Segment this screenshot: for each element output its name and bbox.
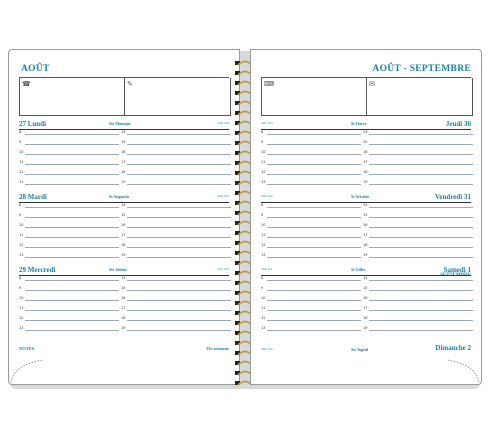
writing-line[interactable] (127, 280, 231, 281)
day-name: Dimanche 2 (435, 344, 471, 352)
writing-line[interactable] (127, 164, 231, 165)
writing-line[interactable] (267, 134, 361, 135)
writing-line[interactable] (25, 247, 119, 248)
writing-line[interactable] (127, 184, 231, 185)
hour-label: 15 (363, 286, 368, 290)
writing-line[interactable] (267, 217, 361, 218)
hour-label: 19 (363, 180, 368, 184)
writing-line[interactable] (369, 330, 473, 331)
hour-label: 19 (363, 253, 368, 257)
writing-line[interactable] (127, 227, 231, 228)
hour-label: 12 (19, 243, 24, 247)
writing-line[interactable] (127, 310, 231, 311)
mail-box (367, 78, 473, 116)
writing-line[interactable] (127, 290, 231, 291)
hour-label: 11 (261, 233, 266, 237)
left-page (8, 49, 240, 385)
hour-label: 11 (261, 306, 266, 310)
writing-line[interactable] (267, 330, 361, 331)
day-count: 245-120 (261, 347, 273, 351)
writing-line[interactable] (127, 174, 231, 175)
writing-line[interactable] (369, 174, 473, 175)
writing-line[interactable] (127, 217, 231, 218)
writing-line[interactable] (25, 290, 119, 291)
saint-name: St Fiacre (351, 121, 367, 126)
hour-label: 9 (261, 213, 264, 217)
writing-line[interactable] (267, 174, 361, 175)
writing-line[interactable] (267, 184, 361, 185)
hour-label: 9 (19, 286, 22, 290)
notes-label: NOTES (19, 346, 35, 351)
hour-label: 14 (363, 130, 368, 134)
writing-line[interactable] (369, 310, 473, 311)
day-name: Vendredi 31 (435, 193, 471, 201)
hour-label: 9 (261, 286, 264, 290)
writing-line[interactable] (267, 144, 361, 145)
saint-name: St Augustin (109, 194, 129, 199)
hour-label: 13 (19, 180, 24, 184)
writing-line[interactable] (369, 237, 473, 238)
page-curl-icon (9, 358, 47, 384)
hour-label: 19 (121, 253, 126, 257)
writing-line[interactable] (25, 280, 119, 281)
writing-line[interactable] (369, 290, 473, 291)
hour-label: 8 (19, 130, 22, 134)
writing-line[interactable] (369, 300, 473, 301)
hour-label: 15 (121, 286, 126, 290)
hour-label: 12 (261, 170, 266, 174)
notes-box (125, 78, 231, 116)
day-count: 243-122 (261, 194, 273, 198)
mail-icon: ✉ (369, 80, 375, 88)
day-name: 28 Mardi (19, 193, 47, 201)
hour-label: 18 (363, 316, 368, 320)
writing-line[interactable] (267, 290, 361, 291)
writing-line[interactable] (369, 217, 473, 218)
writing-line[interactable] (267, 227, 361, 228)
writing-line[interactable] (127, 257, 231, 258)
hour-label: 14 (363, 203, 368, 207)
hour-label: 13 (19, 326, 24, 330)
writing-line[interactable] (267, 207, 361, 208)
writing-line[interactable] (369, 227, 473, 228)
writing-line[interactable] (369, 257, 473, 258)
day-name: 27 Lundi (19, 120, 47, 128)
hour-label: 19 (363, 326, 368, 330)
writing-line[interactable] (267, 280, 361, 281)
hour-label: 14 (121, 276, 126, 280)
phone-box (19, 78, 125, 116)
hour-label: 17 (363, 160, 368, 164)
writing-line[interactable] (127, 247, 231, 248)
writing-line[interactable] (25, 300, 119, 301)
hour-label: 16 (363, 150, 368, 154)
hour-label: 13 (261, 326, 266, 330)
hour-label: 12 (19, 316, 24, 320)
week-number: 35e semaine (205, 346, 229, 351)
hour-label: 16 (121, 150, 126, 154)
hour-label: 15 (121, 213, 126, 217)
hour-label: 8 (19, 276, 22, 280)
writing-line[interactable] (267, 257, 361, 258)
writing-line[interactable] (25, 134, 119, 135)
computer-box (261, 78, 367, 116)
writing-line[interactable] (25, 174, 119, 175)
writing-line[interactable] (267, 310, 361, 311)
writing-line[interactable] (25, 217, 119, 218)
hour-label: 8 (261, 130, 264, 134)
hour-label: 15 (121, 140, 126, 144)
writing-line[interactable] (127, 300, 231, 301)
hour-label: 14 (121, 203, 126, 207)
writing-line[interactable] (25, 144, 119, 145)
pencil-icon: ✎ (127, 80, 133, 88)
hour-label: 18 (121, 243, 126, 247)
writing-line[interactable] (127, 320, 231, 321)
hour-label: 10 (19, 296, 24, 300)
writing-line[interactable] (369, 184, 473, 185)
day-block (261, 120, 471, 192)
hour-label: 18 (363, 243, 368, 247)
day-name: Jeudi 30 (445, 120, 471, 128)
hour-label: 12 (261, 316, 266, 320)
hour-label: 11 (19, 306, 24, 310)
writing-line[interactable] (25, 257, 119, 258)
writing-line[interactable] (369, 247, 473, 248)
writing-line[interactable] (127, 237, 231, 238)
hour-label: 13 (261, 180, 266, 184)
hour-label: 8 (261, 276, 264, 280)
page-curl-icon (443, 358, 481, 384)
day-count: 241-124 (217, 267, 229, 271)
writing-line[interactable] (369, 320, 473, 321)
saint-name: Ste Monique (109, 121, 131, 126)
saint-name: St Gilles (351, 267, 366, 272)
day-block (19, 193, 229, 265)
hour-label: 10 (261, 296, 266, 300)
day-name: 29 Mercredi (19, 266, 56, 274)
hour-label: 10 (19, 223, 24, 227)
right-page (250, 49, 482, 385)
writing-line[interactable] (25, 227, 119, 228)
hour-label: 11 (19, 233, 24, 237)
writing-line[interactable] (267, 154, 361, 155)
hour-label: 16 (121, 296, 126, 300)
writing-line[interactable] (25, 164, 119, 165)
writing-line[interactable] (25, 237, 119, 238)
notes-row (19, 346, 229, 356)
hour-label: 10 (261, 223, 266, 227)
day-name: Samedi 1 (443, 266, 471, 274)
month-name: SEPTEMBRE (440, 273, 471, 278)
hour-label: 10 (261, 150, 266, 154)
day-block (19, 266, 229, 338)
day-count: 239-126 (217, 121, 229, 125)
saint-name: Ste Ingrid (351, 347, 369, 352)
hour-label: 8 (261, 203, 264, 207)
hour-label: 17 (121, 160, 126, 164)
writing-line[interactable] (267, 164, 361, 165)
phone-icon: ☎ (22, 80, 31, 88)
saint-name: Ste Sabine (109, 267, 127, 272)
day-block (261, 193, 471, 265)
hour-label: 16 (121, 223, 126, 227)
hour-label: 10 (19, 150, 24, 154)
day-block (19, 120, 229, 192)
writing-line[interactable] (267, 247, 361, 248)
hour-label: 8 (19, 203, 22, 207)
hour-label: 19 (121, 326, 126, 330)
writing-line[interactable] (369, 134, 473, 135)
writing-line[interactable] (25, 184, 119, 185)
writing-line[interactable] (25, 154, 119, 155)
hour-label: 13 (19, 253, 24, 257)
hour-label: 14 (121, 130, 126, 134)
writing-line[interactable] (127, 154, 231, 155)
last-day-row (261, 346, 471, 356)
writing-line[interactable] (267, 320, 361, 321)
writing-line[interactable] (267, 300, 361, 301)
hour-label: 17 (363, 233, 368, 237)
writing-line[interactable] (127, 330, 231, 331)
hour-label: 18 (121, 316, 126, 320)
writing-line[interactable] (369, 207, 473, 208)
hour-label: 19 (121, 180, 126, 184)
hour-label: 18 (121, 170, 126, 174)
hour-label: 9 (19, 140, 22, 144)
hour-label: 18 (363, 170, 368, 174)
hour-label: 17 (121, 306, 126, 310)
writing-line[interactable] (25, 320, 119, 321)
hour-label: 12 (19, 170, 24, 174)
writing-line[interactable] (127, 207, 231, 208)
hour-label: 17 (363, 306, 368, 310)
day-count: 240-125 (217, 194, 229, 198)
left-month-header: AOÛT (21, 64, 50, 74)
hour-label: 17 (121, 233, 126, 237)
saint-name: St Aristide (351, 194, 370, 199)
hour-label: 12 (261, 243, 266, 247)
writing-line[interactable] (25, 330, 119, 331)
hour-label: 15 (363, 140, 368, 144)
hour-label: 11 (19, 160, 24, 164)
hour-label: 16 (363, 223, 368, 227)
writing-line[interactable] (267, 237, 361, 238)
writing-line[interactable] (25, 310, 119, 311)
hour-label: 9 (261, 140, 264, 144)
writing-line[interactable] (127, 144, 231, 145)
hour-label: 15 (363, 213, 368, 217)
writing-line[interactable] (369, 154, 473, 155)
hour-label: 14 (363, 276, 368, 280)
hour-label: 13 (261, 253, 266, 257)
computer-icon: ⌨ (264, 80, 275, 88)
writing-line[interactable] (25, 207, 119, 208)
writing-line[interactable] (369, 144, 473, 145)
writing-line[interactable] (127, 134, 231, 135)
hour-label: 16 (363, 296, 368, 300)
right-month-header: AOÛT - SEPTEMBRE (372, 64, 471, 74)
day-block (261, 266, 471, 338)
hour-label: 11 (261, 160, 266, 164)
day-count: 244-121 (261, 267, 273, 271)
day-count: 242-123 (261, 121, 273, 125)
writing-line[interactable] (369, 280, 473, 281)
hour-label: 9 (19, 213, 22, 217)
writing-line[interactable] (369, 164, 473, 165)
